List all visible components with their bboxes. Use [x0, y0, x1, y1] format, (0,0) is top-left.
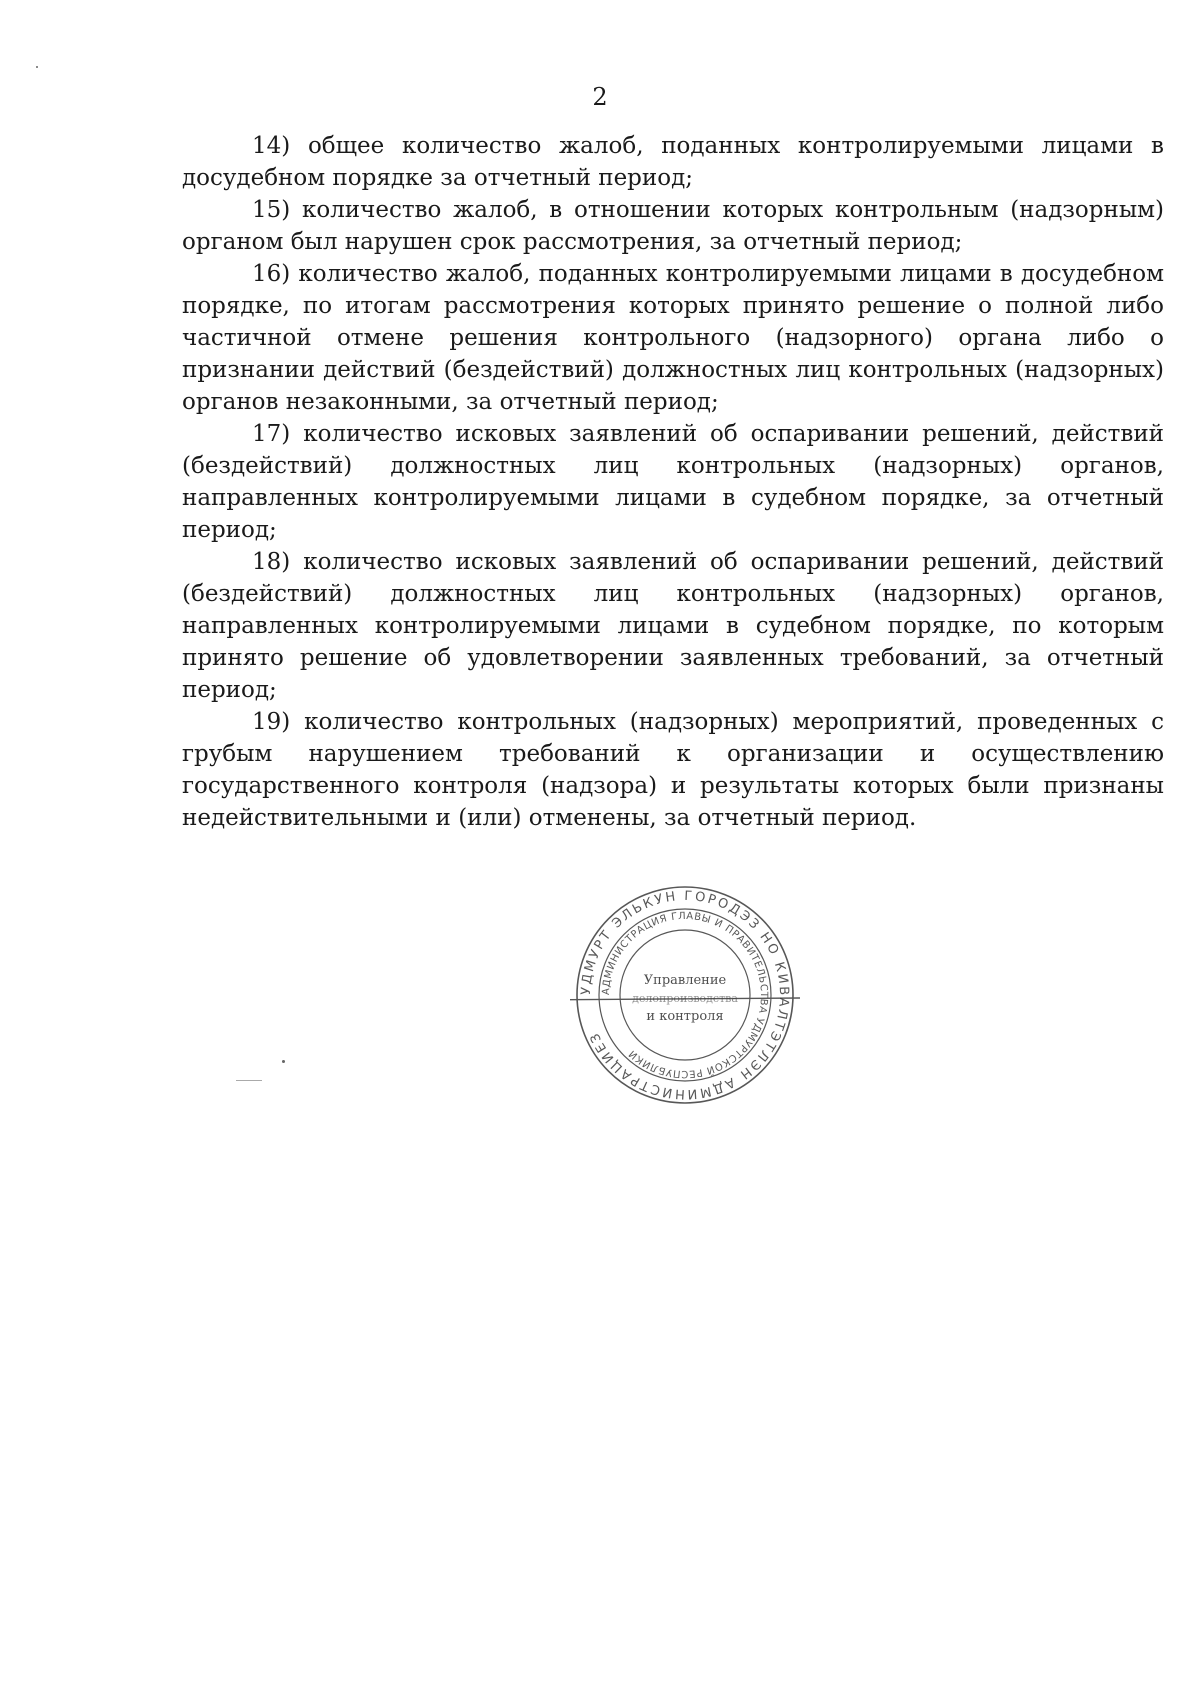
- seal-outer-text: УДМУРТ ЭЛЬКУН ГОРОДЭЗ НО КИВАЛТЭТЛЭН АДМИНИСТРАЦИЕЗ: [578, 888, 792, 1102]
- document-body: [182, 130, 1164, 834]
- scan-speck: [282, 1060, 285, 1063]
- seal-inner-text: АДМИНИСТРАЦИЯ ГЛАВЫ И ПРАВИТЕЛЬСТВА УДМУРТСКОЙ РЕСПУБЛИКИ: [600, 910, 770, 1080]
- page-number: 2: [592, 83, 608, 111]
- scan-speck: [36, 66, 38, 68]
- seal-graphic: [570, 880, 800, 1110]
- seal-center-line-3: и контроля: [646, 1009, 724, 1024]
- list-item-17: 17) количество исковых заявлений об оспаривании решений, действий (бездействий) должностных лиц контрольных (надзорных) органов, направленных контролируемыми лицами в судебном порядке, за отчетный период;: [182, 421, 1164, 543]
- list-item-18: 18) количество исковых заявлений об оспаривании решений, действий (бездействий) должностных лиц контрольных (надзорных) органов, направленных контролируемыми лицами в судебном порядке, по которым принято решение об удовлетворении заявленных требований, за отчетный период;: [182, 549, 1164, 703]
- list-item-15: 15) количество жалоб, в отношении которых контрольным (надзорным) органом был нарушен срок рассмотрения, за отчетный период;: [182, 197, 1164, 255]
- scan-mark: [236, 1080, 262, 1081]
- official-seal: [570, 880, 800, 1110]
- seal-center-line-1: Управление: [643, 973, 727, 988]
- seal-center-line-2: делопроизводства: [632, 992, 738, 1005]
- list-item-16: 16) количество жалоб, поданных контролируемыми лицами в досудебном порядке, по итогам рассмотрения которых принято решение о полной либо частичной отмене решения контрольного (надзорного) органа либо о признании действий (бездействий) должностных лиц контрольных (надзорных) органов незаконными, за отчетный период;: [182, 261, 1164, 415]
- list-item-14: 14) общее количество жалоб, поданных контролируемыми лицами в досудебном порядке за отчетный период;: [182, 133, 1164, 191]
- list-item-19: 19) количество контрольных (надзорных) мероприятий, проведенных с грубым нарушением требований к организации и осуществлению государственного контроля (надзора) и результаты которых были признаны недействительными и (или) отменены, за отчетный период.: [182, 709, 1164, 831]
